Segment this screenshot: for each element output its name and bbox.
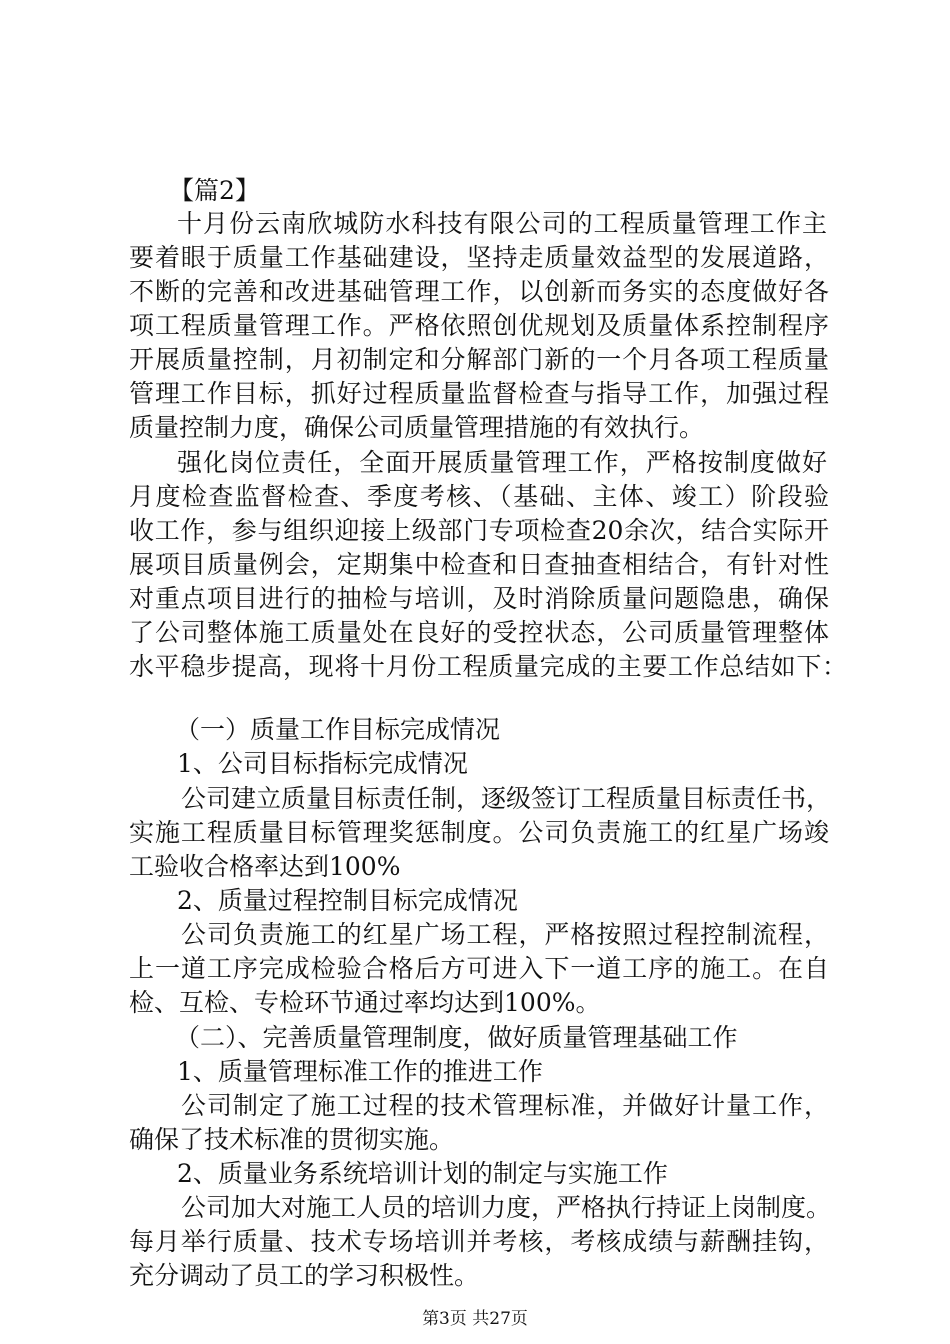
paragraph-line: 要着眼于质量工作基础建设，坚持走质量效益型的发展道路，: [129, 243, 829, 272]
paragraph-line: 项工程质量管理工作。严格依照创优规划及质量体系控制程序: [129, 311, 829, 340]
paragraph-line: 月度检查监督检查、季度考核、（基础、主体、竣工）阶段验: [129, 482, 829, 511]
page-number-footer: 第3页 共27页: [422, 1309, 528, 1329]
paragraph-line: 公司建立质量目标责任制，逐级签订工程质量目标责任书，: [181, 784, 832, 813]
paragraph-line: 质量控制力度，确保公司质量管理措施的有效执行。: [129, 413, 705, 442]
paragraph-line: 水平稳步提高，现将十月份工程质量完成的主要工作总结如下：: [129, 652, 847, 681]
subsection-title: 2、质量过程控制目标完成情况: [177, 886, 518, 915]
paragraph-line: 不断的完善和改进基础管理工作，以创新而务实的态度做好各: [129, 277, 829, 306]
section-title: （二）、完善质量管理制度，做好质量管理基础工作: [175, 1023, 738, 1052]
paragraph-line: 每月举行质量、技术专场培训并考核，考核成绩与薪酬挂钩，: [129, 1227, 829, 1256]
paragraph-line: 十月份云南欣城防水科技有限公司的工程质量管理工作主: [177, 209, 827, 238]
paragraph-line: 上一道工序完成检验合格后方可进入下一道工序的施工。在自: [129, 954, 829, 983]
paragraph-line: 管理工作目标，抓好过程质量监督检查与指导工作，加强过程: [129, 379, 829, 408]
paragraph-line: 收工作，参与组织迎接上级部门专项检查20余次，结合实际开: [129, 516, 829, 545]
paragraph-line: 公司制定了施工过程的技术管理标准，并做好计量工作，: [181, 1091, 829, 1120]
section-title: （一）质量工作目标完成情况: [175, 715, 501, 744]
section-heading: 【篇2】: [169, 176, 260, 205]
subsection-title: 2、质量业务系统培训计划的制定与实施工作: [177, 1159, 668, 1188]
paragraph-line: 强化岗位责任，全面开展质量管理工作，严格按制度做好: [177, 448, 827, 477]
paragraph-line: 公司加大对施工人员的培训力度，严格执行持证上岗制度。: [181, 1193, 832, 1222]
paragraph-line: 展项目质量例会，定期集中检查和日查抽查相结合，有针对性: [129, 550, 829, 579]
subsection-title: 1、质量管理标准工作的推进工作: [177, 1057, 543, 1086]
paragraph-line: 充分调动了员工的学习积极性。: [129, 1261, 480, 1290]
paragraph-line: 开展质量控制，月初制定和分解部门新的一个月各项工程质量: [129, 345, 829, 374]
paragraph-line: 确保了技术标准的贯彻实施。: [129, 1125, 455, 1154]
paragraph-line: 对重点项目进行的抽检与培训，及时消除质量问题隐患，确保: [129, 584, 829, 613]
paragraph-line: 了公司整体施工质量处在良好的受控状态，公司质量管理整体: [129, 618, 829, 647]
paragraph-line: 公司负责施工的红星广场工程，严格按照过程控制流程，: [181, 920, 829, 949]
paragraph-line: 实施工程质量目标管理奖惩制度。公司负责施工的红星广场竣: [129, 818, 829, 847]
paragraph-line: 检、互检、专检环节通过率均达到100%。: [129, 988, 601, 1017]
paragraph-line: 工验收合格率达到100%: [129, 852, 401, 881]
subsection-title: 1、公司目标指标完成情况: [177, 749, 468, 778]
